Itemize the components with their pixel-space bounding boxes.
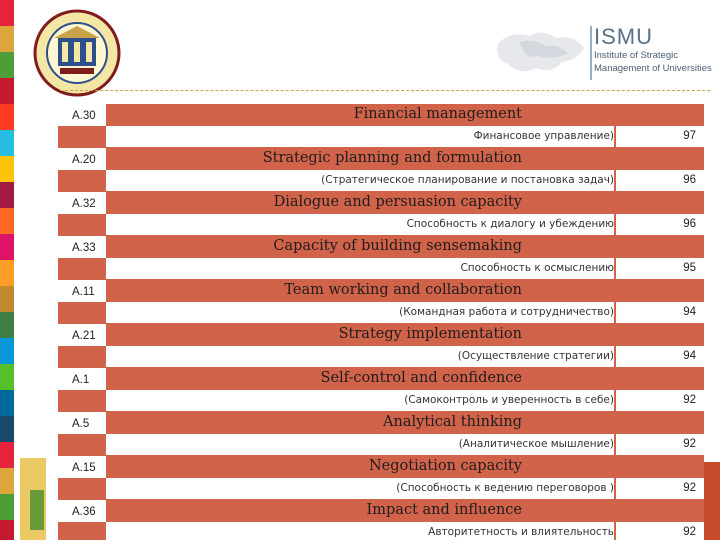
- competency-score: 94: [683, 350, 696, 362]
- title-cell: [106, 456, 614, 478]
- code-cell: [58, 148, 106, 170]
- decorative-block-left-2: [30, 490, 44, 530]
- code-cell: [58, 104, 106, 126]
- title-cell: [106, 324, 614, 346]
- competency-code: A.33: [72, 242, 96, 254]
- competency-score: 92: [683, 438, 696, 450]
- university-logo: [18, 8, 136, 98]
- sdg-color-stripe: [0, 0, 14, 540]
- subtitle-cell: [106, 346, 614, 367]
- competency-name-en: Financial management: [353, 106, 522, 122]
- table-row: [58, 192, 704, 236]
- title-cell: [106, 148, 614, 170]
- table-row: [58, 280, 704, 324]
- competency-name-ru: Способность к осмыслению: [460, 262, 614, 274]
- subtitle-cell: [106, 302, 614, 323]
- code-cell: [58, 280, 106, 302]
- ismu-logo-block: [594, 26, 712, 74]
- competency-score: 96: [683, 218, 696, 230]
- competency-table: [58, 104, 704, 540]
- competency-code: A.36: [72, 506, 96, 518]
- table-row: [58, 500, 704, 544]
- title-cell: [106, 192, 614, 214]
- competency-score: 92: [683, 394, 696, 406]
- competency-code: A.32: [72, 198, 96, 210]
- competency-name-en: Capacity of building sensemaking: [273, 238, 522, 254]
- subtitle-cell: [106, 390, 614, 411]
- competency-name-ru: (Аналитическое мышление): [458, 438, 614, 450]
- table-row: [58, 412, 704, 456]
- competency-name-ru: Способность к диалогу и убеждению: [406, 218, 614, 230]
- competency-name-en: Strategy implementation: [338, 326, 522, 342]
- competency-name-ru: Авторитетность и влиятельность: [428, 526, 614, 538]
- subtitle-cell: [106, 478, 614, 499]
- title-cell: [106, 104, 614, 126]
- competency-code: A.15: [72, 462, 96, 474]
- competency-score: 97: [683, 130, 696, 142]
- score-cell: [616, 478, 704, 499]
- table-row: [58, 456, 704, 500]
- score-cell: [616, 390, 704, 411]
- competency-code: A.1: [72, 374, 90, 386]
- competency-score: 94: [683, 306, 696, 318]
- code-cell: [58, 324, 106, 346]
- score-cell: [616, 170, 704, 191]
- table-row: [58, 148, 704, 192]
- ismu-divider: [590, 26, 592, 80]
- competency-code: A.30: [72, 110, 96, 122]
- competency-name-en: Strategic planning and formulation: [262, 150, 522, 166]
- competency-name-en: Impact and influence: [366, 502, 522, 518]
- code-cell: [58, 412, 106, 434]
- title-cell: [106, 280, 614, 302]
- competency-code: A.20: [72, 154, 96, 166]
- competency-name-ru: (Осуществление стратегии): [457, 350, 614, 362]
- table-row: [58, 236, 704, 280]
- score-cell: [616, 258, 704, 279]
- competency-name-en: Negotiation capacity: [368, 458, 522, 474]
- title-cell: [106, 412, 614, 434]
- ismu-subtitle-2: Management of Universities: [594, 63, 712, 74]
- subtitle-cell: [106, 258, 614, 279]
- title-cell: [106, 500, 614, 522]
- score-cell: [616, 214, 704, 235]
- competency-score: 92: [683, 526, 696, 538]
- subtitle-cell: [106, 170, 614, 191]
- competency-score: 95: [683, 262, 696, 274]
- competency-name-en: Analytical thinking: [383, 414, 522, 430]
- score-cell: [616, 346, 704, 367]
- table-row: [58, 368, 704, 412]
- competency-name-ru: (Стратегическое планирование и постановка задач): [321, 174, 614, 186]
- competency-name-en: Team working and collaboration: [284, 282, 522, 298]
- competency-score: 92: [683, 482, 696, 494]
- subtitle-cell: [106, 434, 614, 455]
- title-cell: [106, 236, 614, 258]
- ismu-subtitle-1: Institute of Strategic: [594, 50, 678, 61]
- world-map-graphic: [490, 24, 590, 80]
- table-row: [58, 104, 704, 148]
- score-cell: [616, 126, 704, 147]
- competency-name-ru: (Самоконтроль и уверенность в себе): [404, 394, 614, 406]
- competency-name-ru: (Командная работа и сотрудничество): [399, 306, 614, 318]
- code-cell: [58, 236, 106, 258]
- title-cell: [106, 368, 614, 390]
- competency-name-en: Self-control and confidence: [320, 370, 522, 386]
- code-cell: [58, 192, 106, 214]
- table-row: [58, 324, 704, 368]
- competency-name-ru: Финансовое управление): [473, 130, 614, 142]
- ismu-title: ISMU: [594, 24, 653, 49]
- code-cell: [58, 368, 106, 390]
- subtitle-cell: [106, 214, 614, 235]
- competency-code: A.5: [72, 418, 90, 430]
- competency-code: A.21: [72, 330, 96, 342]
- subtitle-cell: [106, 126, 614, 147]
- header-divider: [60, 90, 710, 91]
- competency-code: A.11: [72, 286, 95, 298]
- competency-name-en: Dialogue and persuasion capacity: [273, 194, 522, 210]
- code-cell: [58, 500, 106, 522]
- score-cell: [616, 434, 704, 455]
- competency-score: 96: [683, 174, 696, 186]
- score-cell: [616, 302, 704, 323]
- code-cell: [58, 456, 106, 478]
- competency-name-ru: (Способность к ведению переговоров ): [396, 482, 614, 494]
